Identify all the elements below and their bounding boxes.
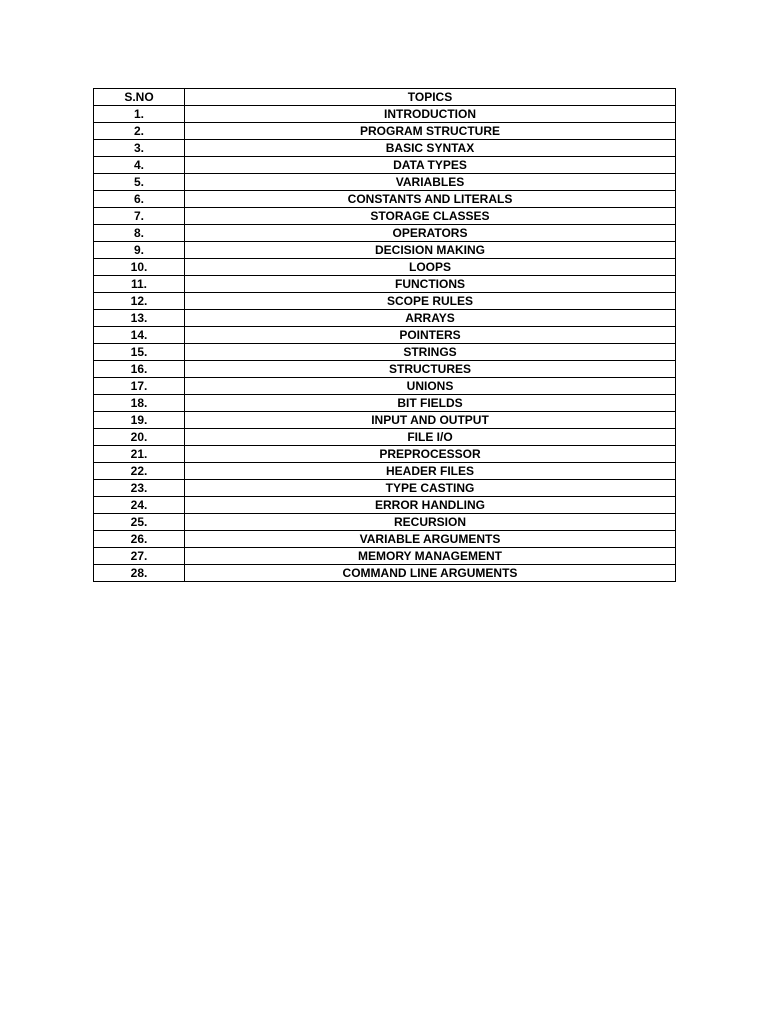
row-sno-cell: 21. [94,446,185,463]
table-row [94,293,676,310]
row-topic-cell: LOOPS [185,259,676,276]
row-topic-cell: STORAGE CLASSES [185,208,676,225]
table-row [94,514,676,531]
row-sno-cell: 15. [94,344,185,361]
table-row [94,123,676,140]
row-sno-cell: 13. [94,310,185,327]
table-row [94,191,676,208]
row-topic-cell: INTRODUCTION [185,106,676,123]
row-sno-cell: 18. [94,395,185,412]
row-topic-cell: PREPROCESSOR [185,446,676,463]
row-topic-cell: PROGRAM STRUCTURE [185,123,676,140]
row-topic-cell: BASIC SYNTAX [185,140,676,157]
table-body [94,106,676,582]
row-topic-cell: SCOPE RULES [185,293,676,310]
row-sno-cell: 17. [94,378,185,395]
table-row [94,157,676,174]
row-topic-cell: OPERATORS [185,225,676,242]
row-sno-cell: 25. [94,514,185,531]
table-row [94,276,676,293]
table-row [94,361,676,378]
row-topic-cell: TYPE CASTING [185,480,676,497]
row-sno-cell: 4. [94,157,185,174]
table-row [94,531,676,548]
table-row [94,140,676,157]
row-topic-cell: MEMORY MANAGEMENT [185,548,676,565]
table-row [94,344,676,361]
table-row [94,106,676,123]
row-topic-cell: ARRAYS [185,310,676,327]
topics-table [93,88,676,582]
row-topic-cell: HEADER FILES [185,463,676,480]
row-topic-cell: FILE I/O [185,429,676,446]
row-topic-cell: STRINGS [185,344,676,361]
table-row [94,242,676,259]
row-sno-cell: 5. [94,174,185,191]
row-sno-cell: 9. [94,242,185,259]
table-row [94,327,676,344]
row-topic-cell: STRUCTURES [185,361,676,378]
row-sno-cell: 6. [94,191,185,208]
table-row [94,259,676,276]
table-header-row [94,89,676,106]
row-sno-cell: 8. [94,225,185,242]
row-sno-cell: 1. [94,106,185,123]
header-topics: TOPICS [185,89,676,106]
row-topic-cell: ERROR HANDLING [185,497,676,514]
row-topic-cell: CONSTANTS AND LITERALS [185,191,676,208]
row-topic-cell: FUNCTIONS [185,276,676,293]
table-row [94,208,676,225]
table-row [94,310,676,327]
row-sno-cell: 12. [94,293,185,310]
row-sno-cell: 19. [94,412,185,429]
row-sno-cell: 23. [94,480,185,497]
table-row [94,565,676,582]
row-topic-cell: COMMAND LINE ARGUMENTS [185,565,676,582]
row-sno-cell: 10. [94,259,185,276]
row-sno-cell: 27. [94,548,185,565]
row-sno-cell: 26. [94,531,185,548]
row-topic-cell: VARIABLES [185,174,676,191]
row-sno-cell: 28. [94,565,185,582]
table-row [94,225,676,242]
row-sno-cell: 20. [94,429,185,446]
row-sno-cell: 3. [94,140,185,157]
table-row [94,412,676,429]
row-topic-cell: POINTERS [185,327,676,344]
row-sno-cell: 16. [94,361,185,378]
table-row [94,429,676,446]
row-sno-cell: 14. [94,327,185,344]
table-row [94,378,676,395]
row-topic-cell: UNIONS [185,378,676,395]
table-row [94,174,676,191]
table-row [94,395,676,412]
table-row [94,446,676,463]
row-sno-cell: 7. [94,208,185,225]
table-row [94,497,676,514]
row-topic-cell: DATA TYPES [185,157,676,174]
table-row [94,480,676,497]
row-topic-cell: VARIABLE ARGUMENTS [185,531,676,548]
table-row [94,463,676,480]
row-sno-cell: 2. [94,123,185,140]
row-sno-cell: 24. [94,497,185,514]
row-topic-cell: BIT FIELDS [185,395,676,412]
header-sno: S.NO [94,89,185,106]
row-sno-cell: 22. [94,463,185,480]
row-topic-cell: RECURSION [185,514,676,531]
row-sno-cell: 11. [94,276,185,293]
row-topic-cell: INPUT AND OUTPUT [185,412,676,429]
row-topic-cell: DECISION MAKING [185,242,676,259]
table-row [94,548,676,565]
